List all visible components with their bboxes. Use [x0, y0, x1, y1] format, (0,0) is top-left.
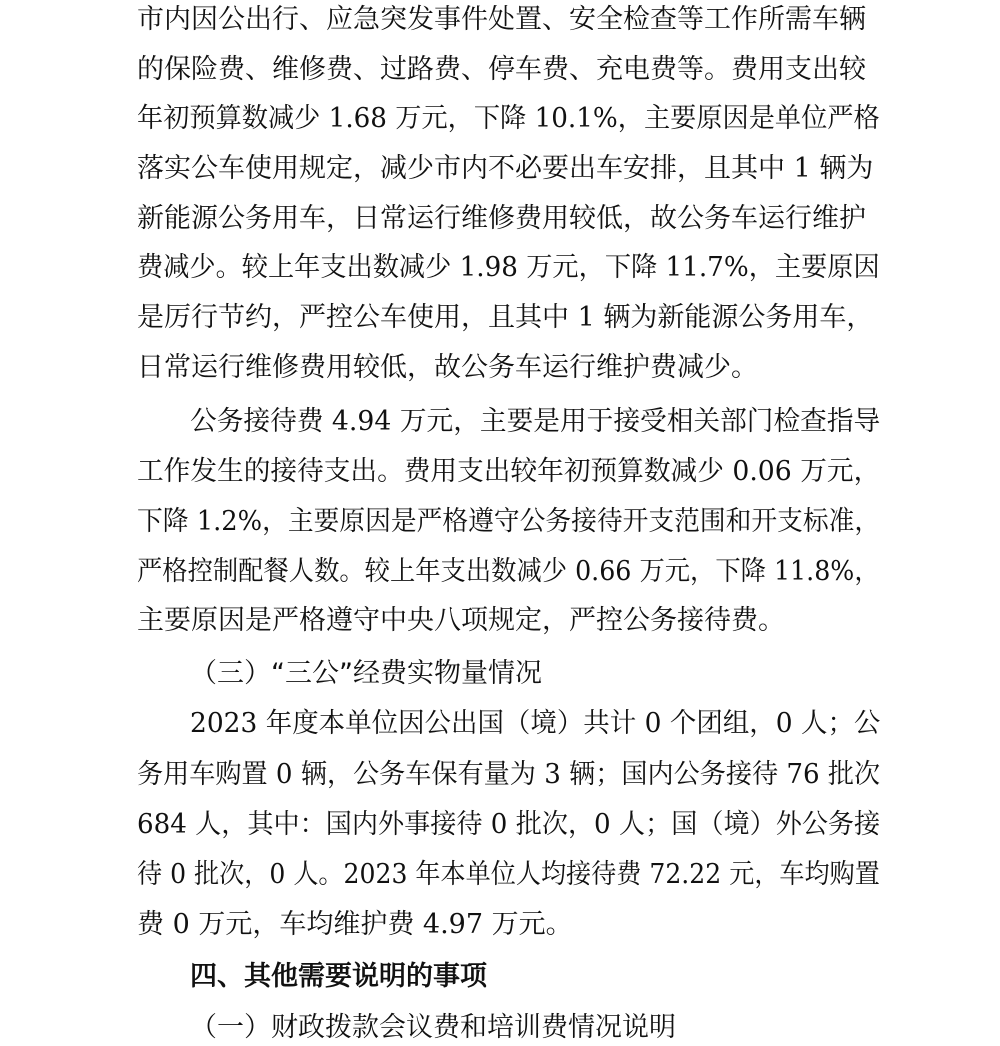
subsection-one-heading: （一）财政拨款会议费和培训费情况说明: [190, 1012, 676, 1043]
text-line: 主要原因是严格遵守中央八项规定，严控公务接待费。: [137, 605, 785, 636]
text-line: 工作发生的接待支出。费用支出较年初预算数减少 0.06 万元，: [137, 456, 881, 487]
section-four-heading: 四、其他需要说明的事项: [190, 961, 487, 992]
text-line: 684 人，其中：国内外事接待 0 批次，0 人；国（境）外公务接: [137, 809, 881, 840]
text-line: 公务接待费 4.94 万元，主要是用于接受相关部门检查指导: [190, 406, 881, 437]
text-line: 落实公车使用规定，减少市内不必要出车安排，且其中 1 辆为: [137, 153, 874, 184]
text-line: 市内因公出行、应急突发事件处置、安全检查等工作所需车辆: [137, 4, 866, 35]
text-line: 费减少。较上年支出数减少 1.98 万元，下降 11.7%，主要原因: [137, 252, 880, 283]
text-line: 下降 1.2%，主要原因是严格遵守公务接待开支范围和开支标准，: [137, 506, 881, 537]
text-line: 是厉行节约，严控公车使用，且其中 1 辆为新能源公务用车，: [137, 302, 874, 333]
text-line: 严格控制配餐人数。较上年支出数减少 0.66 万元，下降 11.8%，: [137, 556, 880, 587]
section-three-heading: （三）“三公”经费实物量情况: [190, 658, 542, 689]
text-line: 2023 年度本单位因公出国（境）共计 0 个团组，0 人；公: [190, 708, 881, 739]
text-line: 的保险费、维修费、过路费、停车费、充电费等。费用支出较: [137, 54, 866, 85]
text-line: 费 0 万元，车均维护费 4.97 万元。: [137, 909, 573, 940]
text-line: 务用车购置 0 辆，公务车保有量为 3 辆；国内公务接待 76 批次: [137, 759, 881, 790]
text-line: 新能源公务用车，日常运行维修费用较低，故公务车运行维护: [137, 203, 866, 234]
text-line: 年初预算数减少 1.68 万元，下降 10.1%，主要原因是单位严格: [137, 103, 880, 134]
text-line: 待 0 批次，0 人。2023 年本单位人均接待费 72.22 元，车均购置: [137, 859, 880, 890]
text-line: 日常运行维修费用较低，故公务车运行维护费减少。: [137, 352, 758, 383]
